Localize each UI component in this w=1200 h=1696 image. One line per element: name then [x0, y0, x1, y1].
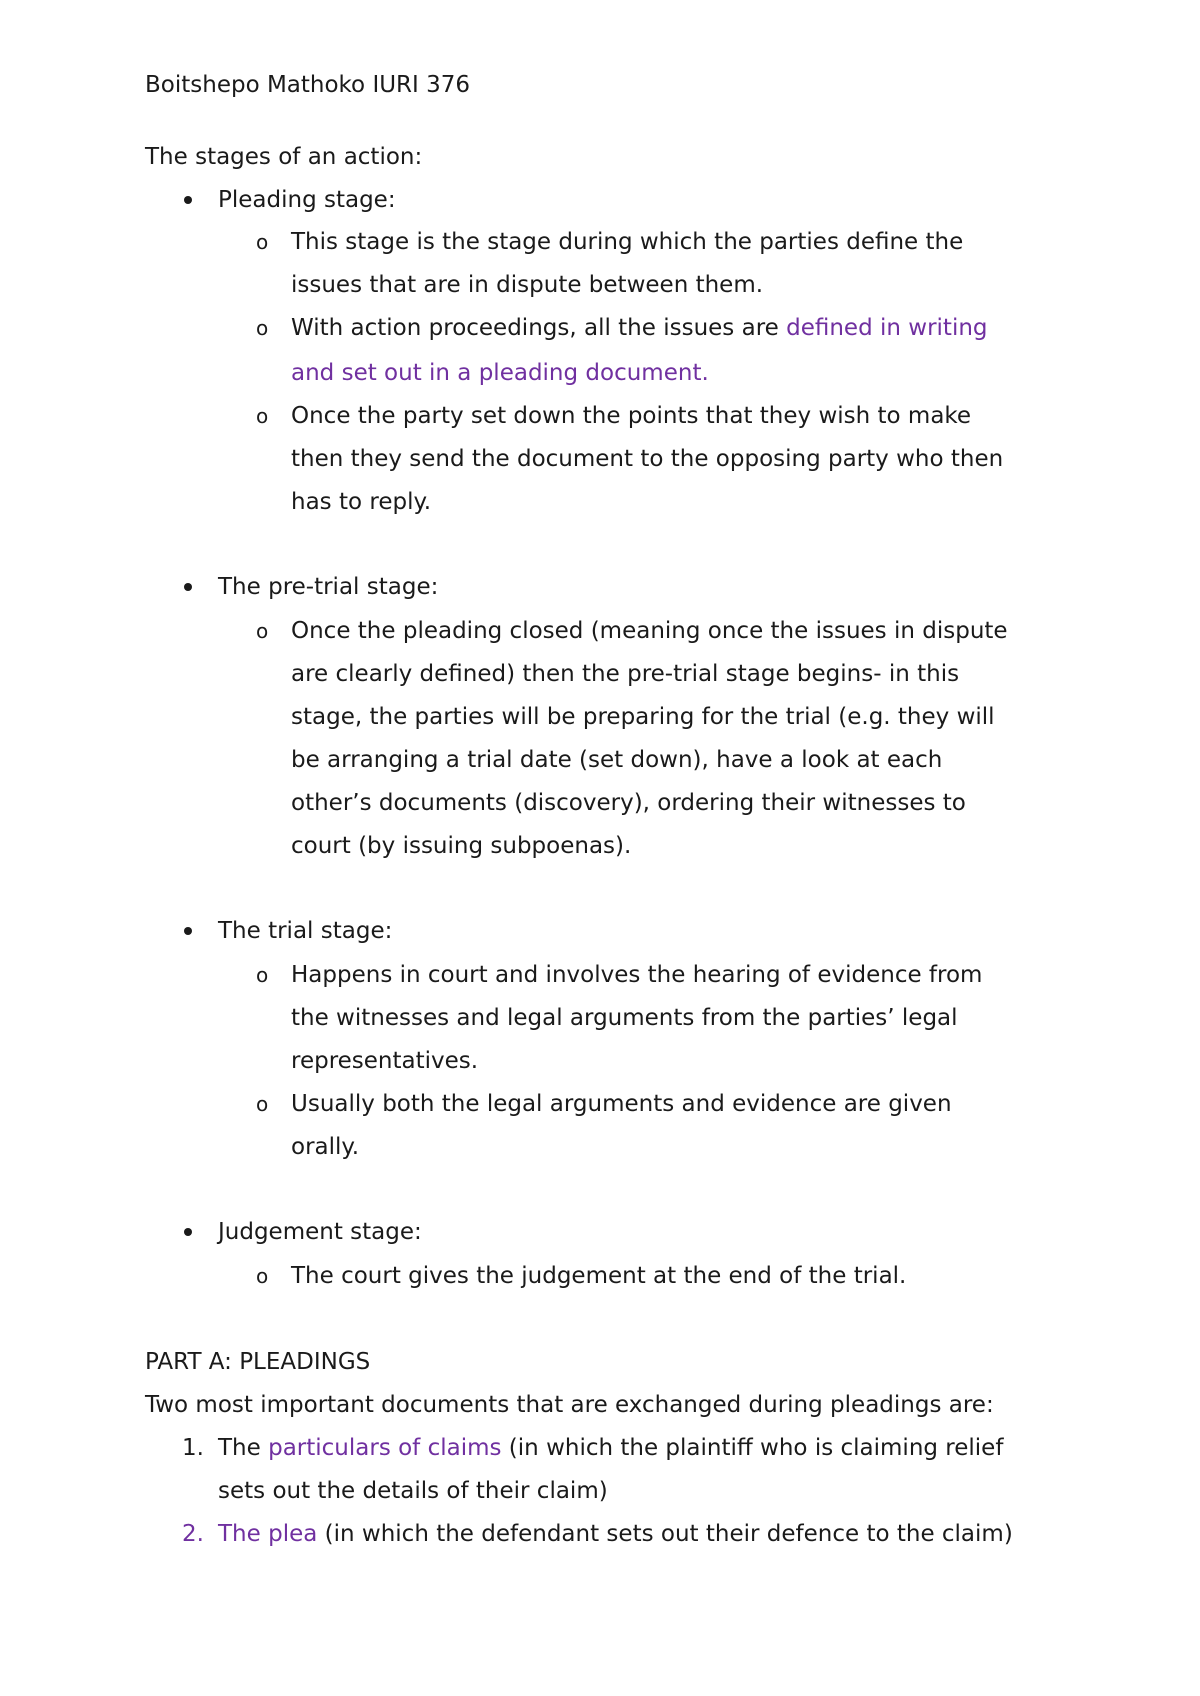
stage-title: The trial stage:	[218, 918, 393, 944]
point-line: This stage is the stage during which the parties define the	[291, 229, 964, 255]
sub-bullet-icon: o	[256, 230, 269, 254]
stage-title: Pleading stage:	[218, 187, 396, 213]
point-line	[291, 314, 988, 342]
point-line: other’s documents (discovery), ordering their witnesses to	[291, 790, 966, 816]
document-header: Boitshepo Mathoko IURI 376	[145, 72, 471, 98]
plain-text: The	[218, 1435, 269, 1461]
bullet-icon	[184, 1228, 192, 1236]
highlighted-text: defined in writing	[786, 315, 988, 341]
point-line: the witnesses and legal arguments from the parties’ legal	[291, 1005, 958, 1031]
list-item-continuation: sets out the details of their claim)	[218, 1478, 608, 1504]
part-a-intro: Two most important documents that are exchanged during pleadings are:	[145, 1392, 994, 1418]
point-line: stage, the parties will be preparing for the trial (e.g. they will	[291, 704, 995, 730]
highlighted-text: particulars of claims	[268, 1435, 502, 1461]
list-item	[218, 1434, 1003, 1462]
bullet-icon	[184, 927, 192, 935]
point-line: has to reply.	[291, 489, 432, 515]
point-line: Happens in court and involves the hearing of evidence from	[291, 962, 983, 988]
point-line: Usually both the legal arguments and evidence are given	[291, 1091, 952, 1117]
list-item	[218, 1520, 1013, 1548]
highlighted-line: and set out in a pleading document.	[291, 360, 709, 386]
plain-text: (in which the defendant sets out their defence to the claim)	[317, 1521, 1013, 1547]
sub-bullet-icon: o	[256, 316, 269, 340]
stage-title: Judgement stage:	[218, 1219, 422, 1245]
stage-title: The pre-trial stage:	[218, 574, 439, 600]
point-line: The court gives the judgement at the end of the trial.	[291, 1263, 907, 1289]
sub-bullet-icon: o	[256, 963, 269, 987]
point-line: issues that are in dispute between them.	[291, 272, 764, 298]
sub-bullet-icon: o	[256, 404, 269, 428]
plain-text: With action proceedings, all the issues are	[291, 315, 787, 341]
highlighted-text: The plea	[218, 1521, 318, 1547]
point-line: be arranging a trial date (set down), have a look at each	[291, 747, 943, 773]
point-line: Once the party set down the points that they wish to make	[291, 403, 972, 429]
part-a-heading: PART A: PLEADINGS	[145, 1349, 371, 1375]
point-line: orally.	[291, 1134, 360, 1160]
list-number: 1.	[182, 1435, 204, 1461]
point-line: court (by issuing subpoenas).	[291, 833, 632, 859]
point-line: then they send the document to the opposing party who then	[291, 446, 1004, 472]
point-line: Once the pleading closed (meaning once the issues in dispute	[291, 618, 1008, 644]
point-line: are clearly defined) then the pre-trial stage begins- in this	[291, 661, 960, 687]
list-number: 2.	[182, 1521, 204, 1547]
plain-text: (in which the plaintiff who is claiming relief	[501, 1435, 1004, 1461]
bullet-icon	[184, 196, 192, 204]
sub-bullet-icon: o	[256, 619, 269, 643]
point-line: representatives.	[291, 1048, 479, 1074]
stages-intro: The stages of an action:	[145, 144, 423, 170]
bullet-icon	[184, 583, 192, 591]
sub-bullet-icon: o	[256, 1264, 269, 1288]
sub-bullet-icon: o	[256, 1092, 269, 1116]
